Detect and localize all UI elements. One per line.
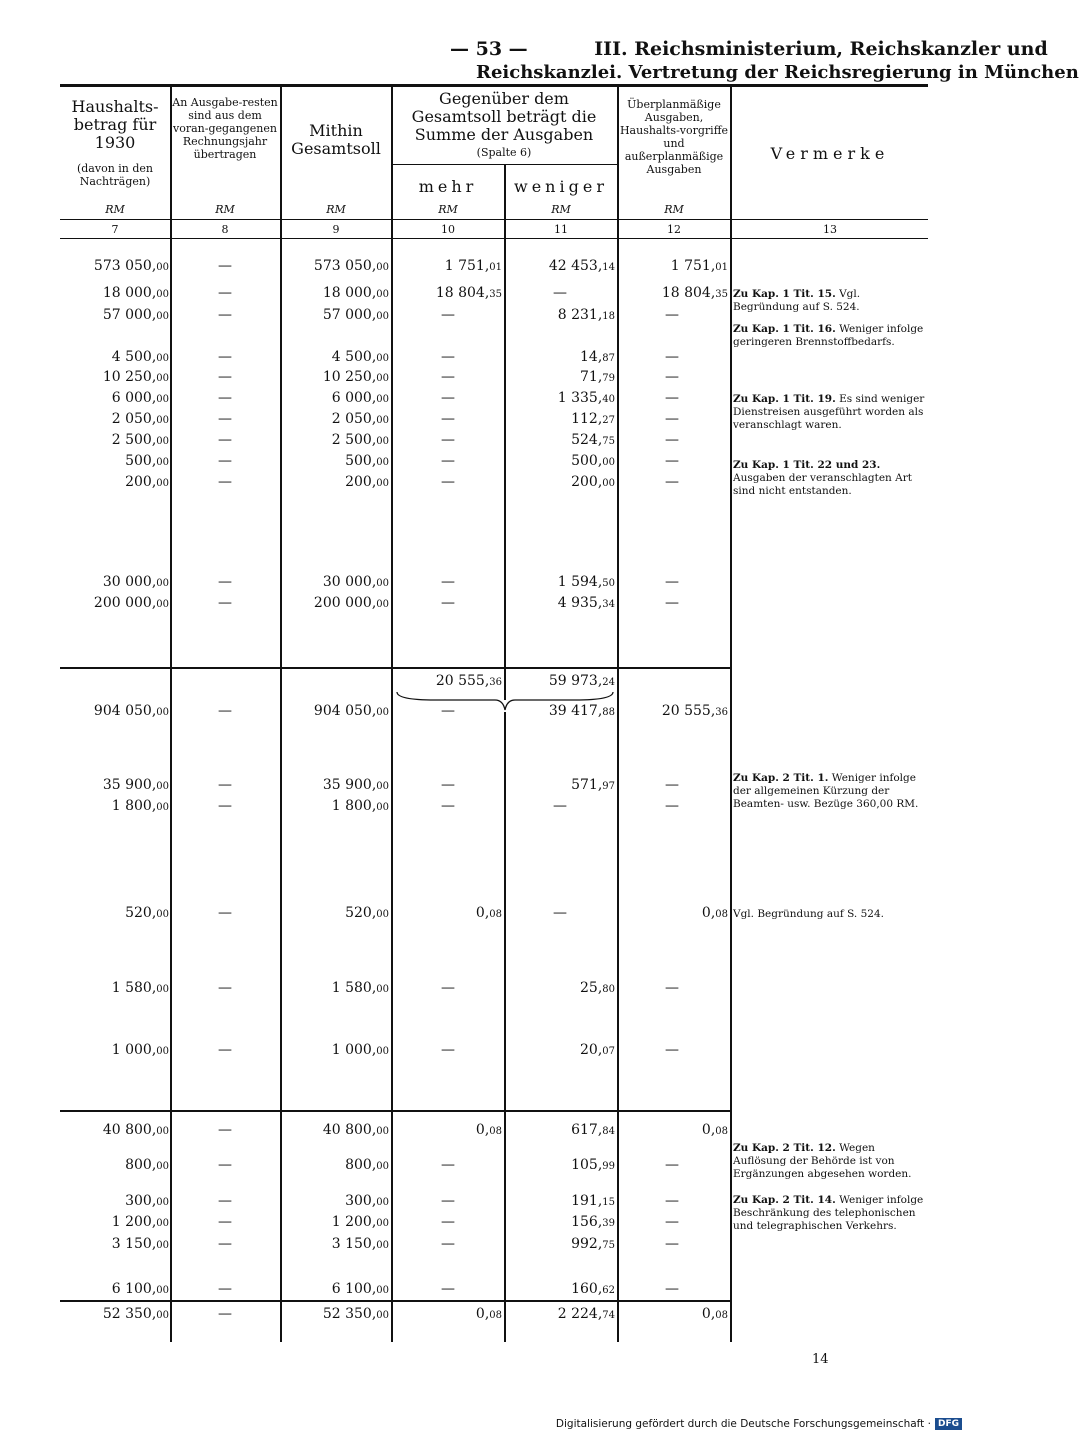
cell-c8: — [218,1306,232,1322]
cell-c8: — [218,703,232,719]
cell-c10: — [441,1236,455,1252]
cell-c10: — [441,1042,455,1058]
cell-c9: 300,00 [345,1193,389,1209]
cell-c8: — [218,285,232,301]
unit-label: RM [664,203,684,216]
cell-c8: — [218,777,232,793]
cell-c7: 35 900,00 [102,777,169,793]
cell-c7: 200 000,00 [93,595,169,611]
col-divider [391,86,393,1342]
cell-c12: — [665,369,679,385]
cell-c8: — [218,453,232,469]
cell-c10: 0,08 [475,905,502,921]
cell-c11: 112,27 [571,411,615,427]
col10-11-note: (Spalte 6) [476,146,532,159]
col-number: 13 [823,223,837,236]
cell-c9: 520,00 [345,905,389,921]
cell-c12: 1 751,01 [670,258,728,274]
unit-label: RM [105,203,125,216]
cell-c8: — [218,258,232,274]
header-line-1 [450,38,1048,60]
cell-c12: 18 804,35 [661,285,728,301]
cell-c11: 8 231,18 [557,307,615,323]
cell-c12: 0,08 [701,1306,728,1322]
section-rule-1 [60,667,730,669]
cell-c9: 904 050,00 [313,703,389,719]
cell-c11: 200,00 [571,474,615,490]
cell-c10: — [441,349,455,365]
col10-11-header: Gegenüber dem Gesamtsoll beträgt die Summe der Ausgaben [411,89,597,144]
remark: Vgl. Begründung auf S. 524. [733,908,884,920]
cell-c8: — [218,798,232,814]
cell-c11: 160,62 [571,1281,615,1297]
cell-c11: 156,39 [571,1214,615,1230]
col-number: 10 [441,223,455,236]
cell-c8: — [218,411,232,427]
col-divider [504,712,506,1342]
footer [556,1418,962,1430]
cell-c8: — [218,1281,232,1297]
cell-c8: — [218,1193,232,1209]
cell-c7: 10 250,00 [102,369,169,385]
cell-c9: 6 000,00 [331,390,389,406]
col7-note: (davon in den Nachträgen) [76,162,154,188]
cell-c10: — [441,703,455,719]
cell-c12: — [665,474,679,490]
cell-c11: 992,75 [571,1236,615,1252]
cell-c10: — [441,474,455,490]
col-number: 7 [111,223,119,236]
cell-c7: 6 000,00 [111,390,169,406]
col9-header: Mithin Gesamtsoll [291,121,381,158]
cell-c7: 2 500,00 [111,432,169,448]
cell-c9: 52 350,00 [322,1306,389,1322]
cell-c7: 1 000,00 [111,1042,169,1058]
cell-c12: — [665,453,679,469]
page-marker: — 53 — [450,38,528,60]
cell-c10: — [441,432,455,448]
cell-c7: 904 050,00 [93,703,169,719]
cell-c8: — [218,595,232,611]
cell-c7: 1 200,00 [111,1214,169,1230]
cell-c7: 300,00 [125,1193,169,1209]
cell-c12: 0,08 [701,1122,728,1138]
cell-c10: — [441,453,455,469]
cell-c10: — [441,1214,455,1230]
cell-c11: 1 594,50 [557,574,615,590]
cell-c9: 1 800,00 [331,798,389,814]
cell-c12: — [665,777,679,793]
cell-c8: — [218,307,232,323]
cell-c8: — [218,1122,232,1138]
cell-c11: 524,75 [571,432,615,448]
remark: Zu Kap. 1 Tit. 16. Weniger infolge geringeren Brennstoffbedarfs. [733,323,924,348]
cell-c11: 25,80 [580,980,615,996]
cell-c10: — [441,390,455,406]
cell-c11: 500,00 [571,453,615,469]
footer-text: Digitalisierung gefördert durch die Deutsche Forschungsgemeinschaft · [555,1418,931,1430]
col-divider [617,86,619,1342]
cell-c9: 18 000,00 [322,285,389,301]
cell-c12: — [665,411,679,427]
unit-label: RM [551,203,571,216]
cell-c7: 4 500,00 [111,349,169,365]
cell-c10: 1 751,01 [444,258,502,274]
cell-c10: — [441,980,455,996]
cell-c7: 200,00 [125,474,169,490]
section-rule-3 [60,1300,730,1302]
remark: Zu Kap. 1 Tit. 19. Es sind weniger Dienstreisen ausgeführt worden als veranschlagt waren. [733,393,925,431]
cell-c7: 6 100,00 [111,1281,169,1297]
cell-c9: 40 800,00 [322,1122,389,1138]
cell-c10: 20 555,36 [435,673,502,689]
cell-c11: 42 453,14 [548,258,615,274]
colnum-rule [60,238,928,239]
cell-c9: 200,00 [345,474,389,490]
table-top-rule [60,84,928,87]
cell-c7: 30 000,00 [102,574,169,590]
unit-label: RM [326,203,346,216]
cell-c7: 520,00 [125,905,169,921]
cell-c12: — [665,307,679,323]
cell-c12: — [665,595,679,611]
cell-c10: 0,08 [475,1306,502,1322]
cell-c7: 40 800,00 [102,1122,169,1138]
unit-label: RM [215,203,235,216]
cell-c10: — [441,1281,455,1297]
cell-c12: — [665,349,679,365]
cell-c7: 500,00 [125,453,169,469]
cell-c7: 800,00 [125,1157,169,1173]
cell-c10: — [441,411,455,427]
cell-c11: 39 417,88 [548,703,615,719]
cell-c12: 0,08 [701,905,728,921]
cell-c9: 3 150,00 [331,1236,389,1252]
cell-c8: — [218,1236,232,1252]
cell-c11: 617,84 [571,1122,615,1138]
cell-c11: — [553,798,567,814]
cell-c9: 30 000,00 [322,574,389,590]
remark: Zu Kap. 1 Tit. 22 und 23. Ausgaben der veranschlagten Art sind nicht entstanden. [733,459,912,497]
cell-c11: 191,15 [571,1193,615,1209]
cell-c7: 3 150,00 [111,1236,169,1252]
title-line-2: Reichskanzlei. Vertretung der Reichsregierung in München [476,62,1079,83]
dfg-logo: DFG [935,1418,962,1430]
cell-c9: 1 580,00 [331,980,389,996]
cell-c12: — [665,1157,679,1173]
cell-c12: — [665,1193,679,1209]
cell-c8: — [218,474,232,490]
cell-c11: 105,99 [571,1157,615,1173]
cell-c11: 20,07 [580,1042,615,1058]
cell-c12: — [665,432,679,448]
cell-c10: — [441,369,455,385]
cell-c7: 1 580,00 [111,980,169,996]
cell-c11: 1 335,40 [557,390,615,406]
cell-c12: — [665,798,679,814]
cell-c8: — [218,1042,232,1058]
cell-c10: — [441,595,455,611]
cell-c7: 52 350,00 [102,1306,169,1322]
cell-c9: 35 900,00 [322,777,389,793]
remark: Zu Kap. 2 Tit. 1. Weniger infolge der allgemeinen Kürzung der Beamten- usw. Bezüge 360,00 RM. [733,772,919,810]
cell-c11: 571,97 [571,777,615,793]
col-divider [280,86,282,1342]
cell-c9: 1 200,00 [331,1214,389,1230]
unit-label: RM [438,203,458,216]
cell-c9: 1 000,00 [331,1042,389,1058]
cell-c7: 573 050,00 [93,258,169,274]
cell-c11: 71,79 [580,369,615,385]
remark: Zu Kap. 1 Tit. 15. Vgl. Begründung auf S. 524. [733,288,861,313]
col-divider [170,86,172,1342]
cell-c9: 200 000,00 [313,595,389,611]
cell-c9: 6 100,00 [331,1281,389,1297]
cell-c8: — [218,980,232,996]
cell-c10: 0,08 [475,1122,502,1138]
cell-c9: 500,00 [345,453,389,469]
cell-c11: — [553,905,567,921]
cell-c11: 59 973,24 [548,673,615,689]
col7-header: Haushalts-betrag für 1930 [71,97,159,152]
cell-c9: 57 000,00 [322,307,389,323]
cell-c10: — [441,574,455,590]
cell-c12: — [665,1214,679,1230]
cell-c10: — [441,1193,455,1209]
col12-header: Überplanmäßige Ausgaben, Haushalts-vorgriffe und außerplanmäßige Ausgaben [619,98,729,176]
col11-header: weniger [514,177,608,196]
cell-c10: — [441,777,455,793]
cell-c8: — [218,369,232,385]
cell-c8: — [218,1157,232,1173]
cell-c12: — [665,980,679,996]
cell-c11: 14,87 [580,349,615,365]
remark: Zu Kap. 2 Tit. 14. Weniger infolge Beschränkung des telephonischen und telegraphischen Verkehrs. [733,1194,924,1232]
cell-c12: — [665,1281,679,1297]
cell-c8: — [218,432,232,448]
cell-c7: 2 050,00 [111,411,169,427]
cell-c12: — [665,1236,679,1252]
col-number: 8 [221,223,229,236]
cell-c12: 20 555,36 [661,703,728,719]
cell-c9: 800,00 [345,1157,389,1173]
page-number: 14 [812,1352,829,1367]
col-divider [504,164,506,700]
col8-header: An Ausgabe-resten sind aus dem voran-gegangenen Rechnungsjahr übertragen [172,96,278,161]
cell-c7: 18 000,00 [102,285,169,301]
col-number: 9 [332,223,340,236]
col10-header: mehr [418,177,478,196]
header-rule [60,219,928,220]
cell-c7: 1 800,00 [111,798,169,814]
cell-c8: — [218,905,232,921]
cell-c9: 2 500,00 [331,432,389,448]
cell-c12: — [665,1042,679,1058]
title-line-1: III. Reichsministerium, Reichskanzler und [594,38,1048,60]
remark: Zu Kap. 2 Tit. 12. Wegen Auflösung der Behörde ist von Ergänzungen abgesehen worden. [733,1142,912,1180]
cell-c12: — [665,574,679,590]
col-number: 12 [667,223,681,236]
col-number: 11 [554,223,568,236]
cell-c11: 2 224,74 [557,1306,615,1322]
cell-c11: 4 935,34 [557,595,615,611]
col-divider [730,86,732,1342]
cell-c9: 4 500,00 [331,349,389,365]
cell-c11: — [553,285,567,301]
cell-c10: 18 804,35 [435,285,502,301]
cell-c12: — [665,390,679,406]
cell-c10: — [441,798,455,814]
cell-c9: 573 050,00 [313,258,389,274]
cell-c9: 10 250,00 [322,369,389,385]
cell-c8: — [218,1214,232,1230]
cell-c8: — [218,390,232,406]
cell-c10: — [441,307,455,323]
section-rule-2 [60,1110,730,1112]
col13-header: Vermerke [770,144,890,163]
cell-c8: — [218,574,232,590]
cell-c10: — [441,1157,455,1173]
cell-c9: 2 050,00 [331,411,389,427]
cell-c7: 57 000,00 [102,307,169,323]
cell-c8: — [218,349,232,365]
